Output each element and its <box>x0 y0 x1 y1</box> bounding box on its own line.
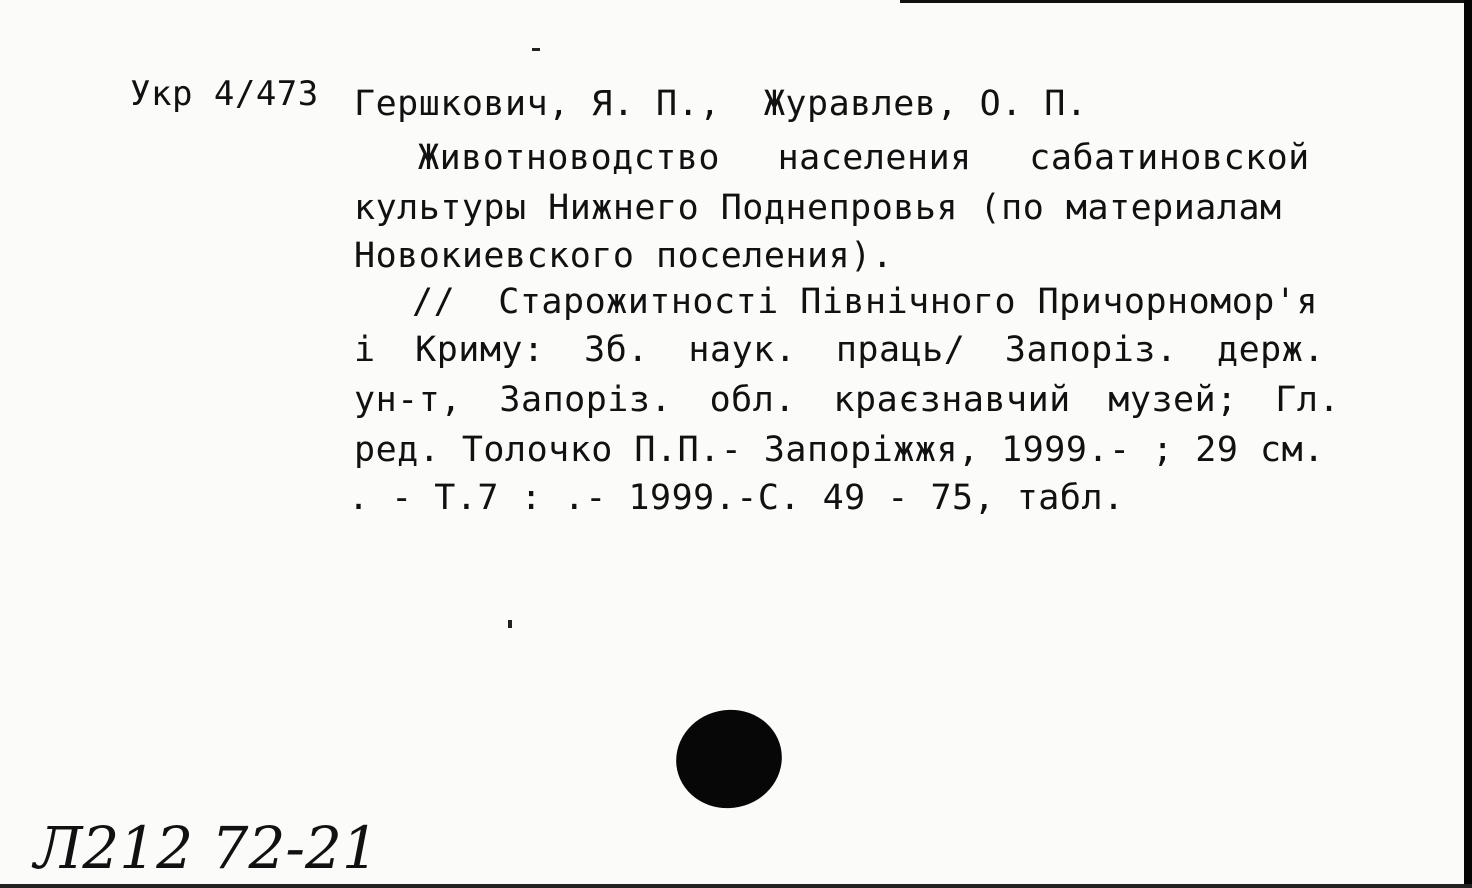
shelfmark: Укр 4/473 <box>130 74 319 114</box>
source-line-1: // Старожитності Північного Причорномор'я <box>412 282 1319 322</box>
source-line-5: . - Т.7 : .- 1999.-С. 49 - 75, табл. <box>348 478 1125 518</box>
speck <box>508 620 512 628</box>
speck <box>532 48 540 51</box>
scan-edge-right <box>1464 0 1472 888</box>
authors-line: Гершкович, Я. П., Журавлев, О. П. <box>354 84 1088 124</box>
source-line-2: і Криму: Зб. наук. праць/ Запоріз. держ. <box>354 330 1325 370</box>
scan-edge-bottom <box>0 884 1472 888</box>
handwritten-number-text: Л212 72-21 <box>34 814 379 882</box>
title-line-2: культуры Нижнего Поднепровья (по материалам <box>354 188 1282 228</box>
scan-edge-top <box>900 0 1472 3</box>
title-line-3: Новокиевского поселения). <box>354 236 894 276</box>
handwritten-inventory-number <box>30 802 400 882</box>
punch-hole <box>667 700 791 818</box>
source-line-4: ред. Толочко П.П.- Запоріжжя, 1999.- ; 29 см. <box>354 430 1325 470</box>
title-line-1: Животноводство населения сабатиновской <box>418 138 1310 178</box>
source-line-3: ун-т, Запоріз. обл. краєзнавчий музей; Гл. <box>354 380 1341 420</box>
